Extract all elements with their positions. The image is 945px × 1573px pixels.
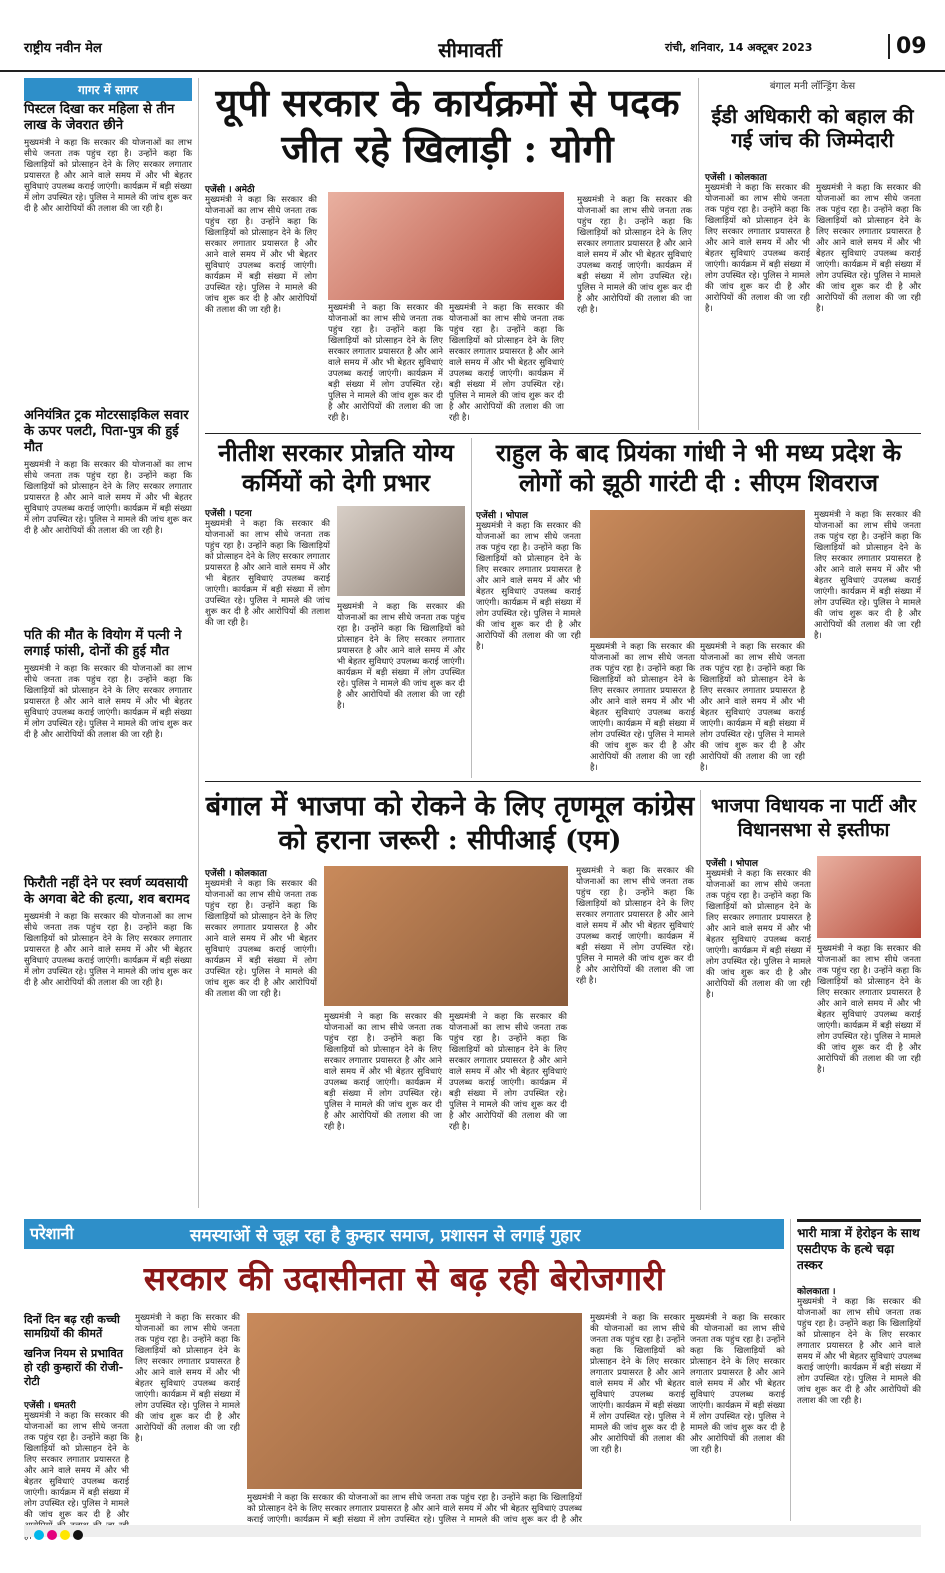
feature-body-under-photo: मुख्यमंत्री ने कहा कि सरकार की योजनाओं का लाभ सीधे जनता तक पहुंच रहा है। उन्होंने कहा कि खिलाड़ियों को प्रोत्साहन देने के लिए सरकार लगातार प्रयासरत है और आने वाले समय में और भी बेहतर सुविधाएं उपलब्ध कराई जाएंगी। कार्यक्रम में बड़ी संख्या में लोग उपस्थित रहे। पुलिस ने मामले की जांच शुरू कर दी है और bbox=[247, 1493, 582, 1525]
section-title: सीमावर्ती bbox=[438, 38, 502, 62]
rahul-body-col4: मुख्यमंत्री ने कहा कि सरकार की योजनाओं का लाभ सीधे जनता तक पहुंच रहा है। उन्होंने कहा कि खिलाड़ियों को प्रोत्साहन देने के लिए सरकार लगातार प्रयासरत है और आने वाले समय में और भी बेहतर सुविधाएं उपलब्ध कराई जाएंगी। कार्यक्रम में बड़ी संख्या में लोग उपस्थित रहे। पुलिस ने मामले की जांच शुरू कर दी है और आरोपियों की तलाश की जा रही है। bbox=[814, 510, 921, 641]
bjp-headline: भाजपा विधायक ना पार्टी और विधानसभा से इस्तीफा bbox=[710, 795, 917, 841]
feature-side-head-2: खनिज नियम से प्रभावित हो रही कुम्हारों की रोजी-रोटी bbox=[24, 1347, 124, 1388]
rahul-byline: एजेंसी । भोपाल bbox=[476, 511, 528, 521]
ed-body-col1: मुख्यमंत्री ने कहा कि सरकार की योजनाओं का लाभ सीधे जनता तक पहुंच रहा है। उन्होंने कहा कि खिलाड़ियों को प्रोत्साहन देने के लिए सरकार लगातार प्रयासरत है और आने वाले समय में और भी बेहतर सुविधाएं उपलब्ध कराई जाएंगी। कार्यक्रम में बड़ी संख्या में लोग उपस्थित रहे। पुलिस ने मामले की जांच शुरू कर दी है और आरोपियों की तलाश की जा रही है। bbox=[705, 183, 810, 314]
nitish-body-col2: मुख्यमंत्री ने कहा कि सरकार की योजनाओं का लाभ सीधे जनता तक पहुंच रहा है। उन्होंने कहा कि खिलाड़ियों को प्रोत्साहन देने के लिए सरकार लगातार प्रयासरत है और आने वाले समय में और भी बेहतर सुविधाएं उपलब्ध कराई जाएंगी। कार्यक्रम में बड़ी संख्या में लोग उपस्थित रहे। पुलिस ने मामले की जांच शुरू कर दी है और आरोपियों की तलाश की जा रही है। bbox=[337, 602, 465, 711]
feature-byline: एजेंसी । धमतरी bbox=[24, 1401, 76, 1411]
heroin-body: मुख्यमंत्री ने कहा कि सरकार की योजनाओं का लाभ सीधे जनता तक पहुंच रहा है। उन्होंने कहा कि खिलाड़ियों को प्रोत्साहन देने के लिए सरकार लगातार प्रयासरत है और आने वाले समय में और भी बेहतर सुविधाएं उपलब्ध कराई जाएंगी। कार्यक्रम में बड़ी संख्या में लोग उपस्थित रहे। पुलिस ने मामले की जांच शुरू कर दी है और आरोपियों की तलाश की जा रही है। bbox=[797, 1297, 921, 1406]
feature-kicker: परेशानी bbox=[30, 1224, 74, 1243]
rahul-body-col3: मुख्यमंत्री ने कहा कि सरकार की योजनाओं का लाभ सीधे जनता तक पहुंच रहा है। उन्होंने कहा कि खिलाड़ियों को प्रोत्साहन देने के लिए सरकार लगातार प्रयासरत है और आने वाले समय में और भी बेहतर सुविधाएं उपलब्ध कराई जाएंगी। कार्यक्रम में बड़ी संख्या में लोग उपस्थित रहे। पुलिस ने मामले की जांच शुरू कर दी है और आरोपियों की तलाश की जा रही है। bbox=[700, 642, 805, 773]
brief-headline-2: अनियंत्रित ट्रक मोटरसाइकिल सवार के ऊपर पलटी, पिता-पुत्र की हुई मौत bbox=[24, 408, 189, 455]
lead-body-col3: मुख्यमंत्री ने कहा कि सरकार की योजनाओं का लाभ सीधे जनता तक पहुंच रहा है। उन्होंने कहा कि खिलाड़ियों को प्रोत्साहन देने के लिए सरकार लगातार प्रयासरत है और आने वाले समय में और भी बेहतर सुविधाएं उपलब्ध कराई जाएंगी। कार्यक्रम में बड़ी संख्या में लोग उपस्थित रहे। पुलिस ने मामले की जांच शुरू कर दी है और आरोपियों की तलाश की जा रही है। bbox=[449, 303, 564, 423]
brief-body-3: मुख्यमंत्री ने कहा कि सरकार की योजनाओं का लाभ सीधे जनता तक पहुंच रहा है। उन्होंने कहा कि खिलाड़ियों को प्रोत्साहन देने के लिए सरकार लगातार प्रयासरत है और आने वाले समय में और भी बेहतर सुविधाएं उपलब्ध कराई जाएंगी। कार्यक्रम में बड़ी संख्या में लोग उपस्थित रहे। पुलिस ने मामले की जांच शुरू कर दी है और आरोपियों की तलाश की जा रही है। bbox=[24, 664, 192, 740]
shivraj-photo bbox=[590, 510, 805, 638]
bengal-body-col3: मुख्यमंत्री ने कहा कि सरकार की योजनाओं का लाभ सीधे जनता तक पहुंच रहा है। उन्होंने कहा कि खिलाड़ियों को प्रोत्साहन देने के लिए सरकार लगातार प्रयासरत है और आने वाले समय में और भी बेहतर सुविधाएं उपलब्ध कराई जाएंगी। कार्यक्रम में बड़ी संख्या में लोग उपस्थित रहे। पुलिस ने मामले की जांच शुरू कर दी है और आरोपियों की तलाश की जा रही है। bbox=[449, 1012, 567, 1132]
lead-body-col4: मुख्यमंत्री ने कहा कि सरकार की योजनाओं का लाभ सीधे जनता तक पहुंच रहा है। उन्होंने कहा कि खिलाड़ियों को प्रोत्साहन देने के लिए सरकार लगातार प्रयासरत है और आने वाले समय में और भी बेहतर सुविधाएं उपलब्ध कराई जाएंगी। कार्यक्रम में बड़ी संख्या में लोग उपस्थित रहे। पुलिस ने मामले की जांच शुरू कर दी है और आरोपियों की तलाश की जा रही है। bbox=[577, 195, 692, 315]
feature-headline: सरकार की उदासीनता से बढ़ रही बेरोजगारी bbox=[143, 1259, 665, 1298]
nitish-body-col1: मुख्यमंत्री ने कहा कि सरकार की योजनाओं का लाभ सीधे जनता तक पहुंच रहा है। उन्होंने कहा कि खिलाड़ियों को प्रोत्साहन देने के लिए सरकार लगातार प्रयासरत है और आने वाले समय में और भी बेहतर सुविधाएं उपलब्ध कराई जाएंगी। कार्यक्रम में बड़ी संख्या में लोग उपस्थित रहे। पुलिस ने मामले की जांच शुरू कर दी है और आरोपियों की तलाश की जा रही है। bbox=[205, 519, 330, 628]
rahul-body-col2: मुख्यमंत्री ने कहा कि सरकार की योजनाओं का लाभ सीधे जनता तक पहुंच रहा है। उन्होंने कहा कि खिलाड़ियों को प्रोत्साहन देने के लिए सरकार लगातार प्रयासरत है और आने वाले समय में और भी बेहतर सुविधाएं उपलब्ध कराई जाएंगी। कार्यक्रम में बड़ी संख्या में लोग उपस्थित रहे। पुलिस ने मामले की जांच शुरू कर दी है और आरोपियों की तलाश की जा रही है। bbox=[590, 642, 695, 773]
rahul-body-col1: मुख्यमंत्री ने कहा कि सरकार की योजनाओं का लाभ सीधे जनता तक पहुंच रहा है। उन्होंने कहा कि खिलाड़ियों को प्रोत्साहन देने के लिए सरकार लगातार प्रयासरत है और आने वाले समय में और भी बेहतर सुविधाएं उपलब्ध कराई जाएंगी। कार्यक्रम में बड़ी संख्या में लोग उपस्थित रहे। पुलिस ने मामले की जांच शुरू कर दी है और आरोपियों की तलाश की जा रही है। bbox=[476, 521, 581, 652]
brief-headline-4: फिरौती नहीं देने पर स्वर्ण व्यवसायी के अगवा बेटे की हत्या, शव बरामद bbox=[24, 876, 190, 907]
cpim-leader-photo bbox=[324, 866, 568, 1006]
heroin-headline: भारी मात्रा में हेरोइन के साथ एसटीएफ के हत्थे चढ़ा तस्कर bbox=[797, 1219, 921, 1273]
brief-headline-3: पति की मौत के वियोग में पत्नी ने लगाई फांसी, दोनों की हुई मौत bbox=[24, 628, 182, 659]
rahul-headline: राहुल के बाद प्रियंका गांधी ने भी मध्य प्रदेश के लोगों को झूठी गारंटी दी : सीएम शिवराज bbox=[495, 438, 902, 497]
bjp-mla-photo bbox=[817, 856, 921, 938]
feature-body-col2: मुख्यमंत्री ने कहा कि सरकार की योजनाओं का लाभ सीधे जनता तक पहुंच रहा है। उन्होंने कहा कि खिलाड़ियों को प्रोत्साहन देने के लिए सरकार लगातार प्रयासरत है और आने वाले समय में और भी बेहतर सुविधाएं उपलब्ध कराई जाएंगी। कार्यक्रम में बड़ी संख्या में लोग उपस्थित रहे। पुलिस ने मामले की जांच शुरू कर दी है और आरोपियों की तलाश की जा रही है। bbox=[135, 1313, 240, 1444]
ed-body-col2: मुख्यमंत्री ने कहा कि सरकार की योजनाओं का लाभ सीधे जनता तक पहुंच रहा है। उन्होंने कहा कि खिलाड़ियों को प्रोत्साहन देने के लिए सरकार लगातार प्रयासरत है और आने वाले समय में और भी बेहतर सुविधाएं उपलब्ध कराई जाएंगी। कार्यक्रम में बड़ी संख्या में लोग उपस्थित रहे। पुलिस ने मामले की जांच शुरू कर दी है और आरोपियों की तलाश की जा रही है। bbox=[816, 183, 921, 314]
feature-body-col3: मुख्यमंत्री ने कहा कि सरकार की योजनाओं का लाभ सीधे जनता तक पहुंच रहा है। उन्होंने कहा कि खिलाड़ियों को प्रोत्साहन देने के लिए सरकार लगातार प्रयासरत है और आने वाले समय में और भी बेहतर सुविधाएं उपलब्ध कराई जाएंगी। कार्यक्रम में बड़ी संख्या में लोग उपस्थित रहे। पुलिस ने मामले की जांच शुरू कर दी है और आरोपियों की तलाश की जा रही है। bbox=[590, 1313, 685, 1455]
ed-kicker: बंगाल मनी लॉन्ड्रिंग केस bbox=[769, 81, 856, 92]
nitish-photo bbox=[337, 506, 465, 596]
bjp-body-col2: मुख्यमंत्री ने कहा कि सरकार की योजनाओं का लाभ सीधे जनता तक पहुंच रहा है। उन्होंने कहा कि खिलाड़ियों को प्रोत्साहन देने के लिए सरकार लगातार प्रयासरत है और आने वाले समय में और भी बेहतर सुविधाएं उपलब्ध कराई जाएंगी। कार्यक्रम में बड़ी संख्या में लोग उपस्थित रहे। पुलिस ने मामले की जांच शुरू कर दी है और आरोपियों की तलाश की जा रही है। bbox=[817, 944, 921, 1075]
column-divider bbox=[198, 78, 199, 1208]
feature-body-col1: मुख्यमंत्री ने कहा कि सरकार की योजनाओं का लाभ सीधे जनता तक पहुंच रहा है। उन्होंने कहा कि खिलाड़ियों को प्रोत्साहन देने के लिए सरकार लगातार प्रयासरत है और आने वाले समय में और भी बेहतर सुविधाएं उपलब्ध कराई जाएंगी। कार्यक्रम में बड़ी संख्या में लोग उपस्थित रहे। पुलिस ने मामले की जांच शुरू कर दी है और bbox=[24, 1411, 129, 1520]
newspaper-logo: राष्ट्रीय नवीन मेल bbox=[24, 41, 102, 56]
lead-body-col2: मुख्यमंत्री ने कहा कि सरकार की योजनाओं का लाभ सीधे जनता तक पहुंच रहा है। उन्होंने कहा कि खिलाड़ियों को प्रोत्साहन देने के लिए सरकार लगातार प्रयासरत है और आने वाले समय में और भी बेहतर सुविधाएं उपलब्ध कराई जाएंगी। कार्यक्रम में बड़ी संख्या में लोग उपस्थित रहे। पुलिस ने मामले की जांच शुरू कर दी है और आरोपियों की तलाश की जा रही है। bbox=[328, 303, 443, 423]
column-divider bbox=[790, 1219, 791, 1521]
print-registration-strip bbox=[24, 1525, 921, 1537]
column-divider bbox=[698, 78, 699, 430]
nitish-headline: नीतीश सरकार प्रोन्नति योग्य कर्मियों को देगी प्रभार bbox=[218, 438, 454, 497]
bjp-body-col1: मुख्यमंत्री ने कहा कि सरकार की योजनाओं का लाभ सीधे जनता तक पहुंच रहा है। उन्होंने कहा कि खिलाड़ियों को प्रोत्साहन देने के लिए सरकार लगातार प्रयासरत है और आने वाले समय में और भी बेहतर सुविधाएं उपलब्ध कराई जाएंगी। कार्यक्रम में बड़ी संख्या में लोग उपस्थित रहे। पुलिस ने मामले की जांच शुरू कर दी है और आरोपियों की तलाश की जा रही है। bbox=[706, 869, 811, 1000]
brief-headline-1: पिस्टल दिखा कर महिला से तीन लाख के जेवरात छीने bbox=[24, 102, 175, 133]
nitish-byline: एजेंसी । पटना bbox=[205, 509, 252, 519]
lead-byline: एजेंसी । अमेठी bbox=[205, 185, 255, 195]
lead-body-col1: मुख्यमंत्री ने कहा कि सरकार की योजनाओं का लाभ सीधे जनता तक पहुंच रहा है। उन्होंने कहा कि खिलाड़ियों को प्रोत्साहन देने के लिए सरकार लगातार प्रयासरत है और आने वाले समय में और भी बेहतर सुविधाएं उपलब्ध कराई जाएंगी। कार्यक्रम में बड़ी संख्या में लोग उपस्थित रहे। पुलिस ने मामले की जांच शुरू कर दी है और आरोपियों की तलाश की जा रही है। bbox=[205, 195, 317, 315]
lead-photo bbox=[328, 192, 564, 300]
bjp-byline: एजेंसी । भोपाल bbox=[706, 859, 758, 869]
issue-date: रांची, शनिवार, 14 अक्टूबर 2023 bbox=[665, 41, 813, 54]
ed-byline: एजेंसी । कोलकाता bbox=[705, 173, 767, 183]
brief-body-4: मुख्यमंत्री ने कहा कि सरकार की योजनाओं का लाभ सीधे जनता तक पहुंच रहा है। उन्होंने कहा कि खिलाड़ियों को प्रोत्साहन देने के लिए सरकार लगातार प्रयासरत है और आने वाले समय में और भी बेहतर सुविधाएं उपलब्ध कराई जाएंगी। कार्यक्रम में बड़ी संख्या में लोग उपस्थित रहे। पुलिस ने मामले की जांच शुरू कर दी है और आरोपियों की तलाश की जा रही है। bbox=[24, 912, 192, 988]
bengal-body-col2: मुख्यमंत्री ने कहा कि सरकार की योजनाओं का लाभ सीधे जनता तक पहुंच रहा है। उन्होंने कहा कि खिलाड़ियों को प्रोत्साहन देने के लिए सरकार लगातार प्रयासरत है और आने वाले समय में और भी बेहतर सुविधाएं उपलब्ध कराई जाएंगी। कार्यक्रम में बड़ी संख्या में लोग उपस्थित रहे। पुलिस ने मामले की जांच शुरू कर दी है और आरोपियों की तलाश की जा रही है। bbox=[324, 1012, 442, 1132]
page-number: 09 bbox=[888, 34, 927, 59]
column-divider bbox=[700, 790, 701, 1210]
brief-body-2: मुख्यमंत्री ने कहा कि सरकार की योजनाओं का लाभ सीधे जनता तक पहुंच रहा है। उन्होंने कहा कि खिलाड़ियों को प्रोत्साहन देने के लिए सरकार लगातार प्रयासरत है और आने वाले समय में और भी बेहतर सुविधाएं उपलब्ध कराई जाएंगी। कार्यक्रम में बड़ी संख्या में लोग उपस्थित रहे। पुलिस ने मामले की जांच शुरू कर दी है और आरोपियों की तलाश की जा रही है। bbox=[24, 460, 192, 536]
bengal-body-col1: मुख्यमंत्री ने कहा कि सरकार की योजनाओं का लाभ सीधे जनता तक पहुंच रहा है। उन्होंने कहा कि खिलाड़ियों को प्रोत्साहन देने के लिए सरकार लगातार प्रयासरत है और आने वाले समय में और भी बेहतर सुविधाएं उपलब्ध कराई जाएंगी। कार्यक्रम में बड़ी संख्या में लोग उपस्थित रहे। पुलिस ने मामले की जांच शुरू कर दी है और आरोपियों की तलाश की जा रही है। bbox=[205, 879, 317, 999]
lead-headline: यूपी सरकार के कार्यक्रमों से पदक जीत रहे खिलाड़ी : योगी bbox=[215, 80, 680, 171]
ed-headline: ईडी अधिकारी को बहाल की गई जांच की जिम्मेदारी bbox=[711, 104, 914, 152]
section-rule bbox=[205, 433, 921, 434]
feature-side-head-1: दिनों दिन बढ़ रही कच्ची सामग्रियों की कीमतें bbox=[24, 1313, 120, 1340]
feature-strap: समस्याओं से जूझ रहा है कुम्हार समाज, प्रशासन से लगाई गुहार bbox=[190, 1226, 581, 1246]
bengal-body-col4: मुख्यमंत्री ने कहा कि सरकार की योजनाओं का लाभ सीधे जनता तक पहुंच रहा है। उन्होंने कहा कि खिलाड़ियों को प्रोत्साहन देने के लिए सरकार लगातार प्रयासरत है और आने वाले समय में और भी बेहतर सुविधाएं उपलब्ध कराई जाएंगी। कार्यक्रम में बड़ी संख्या में लोग उपस्थित रहे। पुलिस ने मामले की जांच शुरू कर दी है और आरोपियों की तलाश की जा रही है। bbox=[576, 866, 694, 986]
heroin-byline: कोलकाता । bbox=[797, 1287, 836, 1297]
bengal-headline: बंगाल में भाजपा को रोकने के लिए तृणमूल कांग्रेस को हराना जरूरी : सीपीआई (एम) bbox=[205, 791, 695, 856]
section-rule bbox=[205, 781, 921, 782]
bengal-byline: एजेंसी । कोलकाता bbox=[205, 869, 267, 879]
brief-body-1: मुख्यमंत्री ने कहा कि सरकार की योजनाओं का लाभ सीधे जनता तक पहुंच रहा है। उन्होंने कहा कि खिलाड़ियों को प्रोत्साहन देने के लिए सरकार लगातार प्रयासरत है और आने वाले समय में और भी बेहतर सुविधाएं उपलब्ध कराई जाएंगी। कार्यक्रम में बड़ी संख्या में लोग उपस्थित रहे। पुलिस ने मामले की जांच शुरू कर दी है और आरोपियों की तलाश की जा रही है। bbox=[24, 138, 192, 214]
pottery-photo bbox=[247, 1313, 582, 1489]
feature-body-col4: मुख्यमंत्री ने कहा कि सरकार की योजनाओं का लाभ सीधे जनता तक पहुंच रहा है। उन्होंने कहा कि खिलाड़ियों को प्रोत्साहन देने के लिए सरकार लगातार प्रयासरत है और आने वाले समय में और भी बेहतर सुविधाएं उपलब्ध कराई जाएंगी। कार्यक्रम में बड़ी संख्या में लोग उपस्थित रहे। पुलिस ने मामले की जांच शुरू कर दी है और आरोपियों की तलाश की जा रही है। bbox=[690, 1313, 785, 1455]
column-divider bbox=[471, 438, 472, 778]
column-kicker: गागर में सागर bbox=[24, 78, 192, 101]
